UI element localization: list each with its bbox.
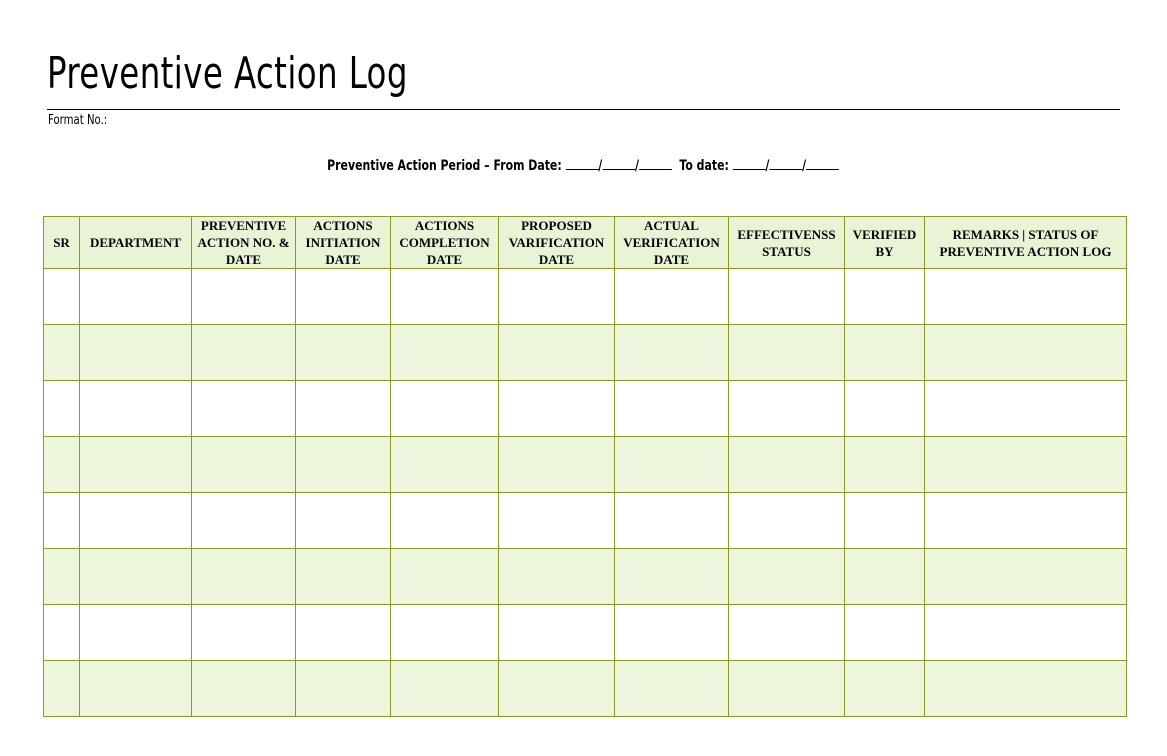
table-cell[interactable] xyxy=(845,269,925,325)
column-header-effectiveness-status: EFFECTIVENSS STATUS xyxy=(729,217,845,269)
table-cell[interactable] xyxy=(845,605,925,661)
date-separator: / xyxy=(765,158,770,174)
format-number-label: Format No.: xyxy=(48,113,108,128)
page-title: Preventive Action Log xyxy=(47,48,408,99)
table-cell[interactable] xyxy=(192,605,296,661)
table-cell[interactable] xyxy=(615,381,729,437)
table-cell[interactable] xyxy=(44,325,80,381)
table-body xyxy=(44,269,1127,717)
date-separator: / xyxy=(598,158,603,174)
table-cell[interactable] xyxy=(845,661,925,717)
table-cell[interactable] xyxy=(729,437,845,493)
log-table-container xyxy=(43,216,1127,717)
table-cell[interactable] xyxy=(499,605,615,661)
to-month-blank[interactable] xyxy=(770,155,803,170)
table-row xyxy=(44,493,1127,549)
table-cell[interactable] xyxy=(729,493,845,549)
table-cell[interactable] xyxy=(925,661,1127,717)
table-cell[interactable] xyxy=(80,549,192,605)
table-cell[interactable] xyxy=(80,605,192,661)
table-cell[interactable] xyxy=(44,437,80,493)
table-cell[interactable] xyxy=(44,661,80,717)
table-cell[interactable] xyxy=(296,437,391,493)
table-cell[interactable] xyxy=(615,325,729,381)
table-cell[interactable] xyxy=(845,325,925,381)
table-row xyxy=(44,549,1127,605)
table-cell[interactable] xyxy=(845,437,925,493)
table-cell[interactable] xyxy=(499,325,615,381)
table-cell[interactable] xyxy=(391,269,499,325)
table-cell[interactable] xyxy=(80,325,192,381)
table-cell[interactable] xyxy=(80,437,192,493)
column-header-remarks: REMARKS | STATUS OF PREVENTIVE ACTION LOG xyxy=(925,217,1127,269)
column-header-actual-verification-date: ACTUAL VERIFICATION DATE xyxy=(615,217,729,269)
column-header-department: DEPARTMENT xyxy=(80,217,192,269)
table-cell[interactable] xyxy=(499,269,615,325)
table-cell[interactable] xyxy=(499,437,615,493)
table-cell[interactable] xyxy=(391,493,499,549)
date-separator: / xyxy=(802,158,807,174)
table-cell[interactable] xyxy=(391,437,499,493)
table-cell[interactable] xyxy=(80,381,192,437)
table-cell[interactable] xyxy=(80,661,192,717)
table-cell[interactable] xyxy=(192,381,296,437)
table-cell[interactable] xyxy=(925,605,1127,661)
table-cell[interactable] xyxy=(925,437,1127,493)
table-cell[interactable] xyxy=(192,437,296,493)
table-row xyxy=(44,605,1127,661)
table-cell[interactable] xyxy=(80,269,192,325)
table-cell[interactable] xyxy=(925,325,1127,381)
table-cell[interactable] xyxy=(44,381,80,437)
table-cell[interactable] xyxy=(729,549,845,605)
column-header-initiation-date: ACTIONS INITIATION DATE xyxy=(296,217,391,269)
table-cell[interactable] xyxy=(925,549,1127,605)
table-cell[interactable] xyxy=(729,325,845,381)
column-header-proposed-verification-date: PROPOSED VARIFICATION DATE xyxy=(499,217,615,269)
table-cell[interactable] xyxy=(729,661,845,717)
table-cell[interactable] xyxy=(499,549,615,605)
to-day-blank[interactable] xyxy=(733,155,766,170)
table-row xyxy=(44,325,1127,381)
table-row xyxy=(44,269,1127,325)
table-cell[interactable] xyxy=(296,661,391,717)
table-cell[interactable] xyxy=(296,605,391,661)
period-line xyxy=(0,155,1167,174)
table-cell[interactable] xyxy=(499,661,615,717)
table-cell[interactable] xyxy=(845,549,925,605)
table-cell[interactable] xyxy=(615,605,729,661)
column-header-sr: SR xyxy=(44,217,80,269)
table-row xyxy=(44,661,1127,717)
title-divider xyxy=(47,109,1120,110)
preventive-action-table xyxy=(43,216,1127,717)
table-cell[interactable] xyxy=(80,493,192,549)
table-cell[interactable] xyxy=(296,549,391,605)
table-cell[interactable] xyxy=(925,269,1127,325)
period-from-label: Preventive Action Period – From Date: xyxy=(327,158,563,174)
table-cell[interactable] xyxy=(391,661,499,717)
column-header-preventive-action-no: PREVENTIVE ACTION NO. & DATE xyxy=(192,217,296,269)
table-cell[interactable] xyxy=(192,549,296,605)
table-cell[interactable] xyxy=(44,269,80,325)
table-cell[interactable] xyxy=(296,381,391,437)
table-row xyxy=(44,381,1127,437)
table-cell[interactable] xyxy=(296,269,391,325)
to-year-blank[interactable] xyxy=(807,155,840,170)
table-cell[interactable] xyxy=(296,325,391,381)
table-cell[interactable] xyxy=(615,661,729,717)
table-cell[interactable] xyxy=(615,437,729,493)
table-cell[interactable] xyxy=(192,269,296,325)
table-cell[interactable] xyxy=(391,605,499,661)
table-cell[interactable] xyxy=(391,325,499,381)
period-to-label: To date: xyxy=(679,158,730,174)
table-cell[interactable] xyxy=(729,269,845,325)
table-cell[interactable] xyxy=(391,549,499,605)
table-cell[interactable] xyxy=(44,605,80,661)
table-cell[interactable] xyxy=(44,549,80,605)
table-cell[interactable] xyxy=(615,549,729,605)
table-cell[interactable] xyxy=(499,493,615,549)
table-cell[interactable] xyxy=(845,381,925,437)
table-cell[interactable] xyxy=(615,493,729,549)
from-month-blank[interactable] xyxy=(603,155,636,170)
table-cell[interactable] xyxy=(296,493,391,549)
table-cell[interactable] xyxy=(391,381,499,437)
table-cell[interactable] xyxy=(192,661,296,717)
table-cell[interactable] xyxy=(729,605,845,661)
from-day-blank[interactable] xyxy=(566,155,599,170)
table-cell[interactable] xyxy=(729,381,845,437)
table-row xyxy=(44,437,1127,493)
table-cell[interactable] xyxy=(192,493,296,549)
table-cell[interactable] xyxy=(845,493,925,549)
table-cell[interactable] xyxy=(925,381,1127,437)
column-header-verified-by: VERIFIED BY xyxy=(845,217,925,269)
table-cell[interactable] xyxy=(615,269,729,325)
from-year-blank[interactable] xyxy=(639,155,672,170)
table-header-row xyxy=(44,217,1127,269)
table-cell[interactable] xyxy=(44,493,80,549)
table-cell[interactable] xyxy=(192,325,296,381)
date-separator: / xyxy=(635,158,640,174)
column-header-completion-date: ACTIONS COMPLETION DATE xyxy=(391,217,499,269)
table-cell[interactable] xyxy=(499,381,615,437)
table-cell[interactable] xyxy=(925,493,1127,549)
